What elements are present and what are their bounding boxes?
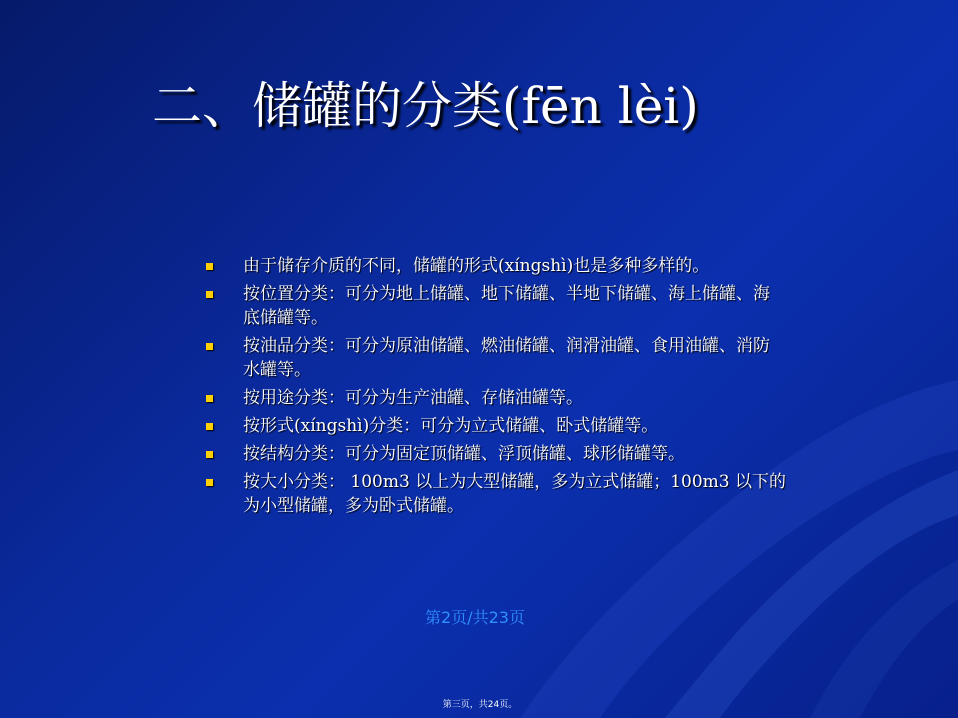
list-item-text: 按结构分类：可分为固定顶储罐、浮顶储罐、球形储罐等。 [243,444,685,464]
square-bullet-icon [206,291,213,298]
list-item [206,254,786,278]
list-item-text: 由于储存介质的不同，储罐的形式(xíngshì)也是多种多样的。 [243,256,710,276]
square-bullet-icon [206,343,213,350]
square-bullet-icon [206,423,213,430]
list-item [206,282,786,330]
bullet-list [206,254,786,522]
square-bullet-icon [206,395,213,402]
square-bullet-icon [206,451,213,458]
slide-title: 二、储罐的分类(fēn lèi) [152,77,699,135]
list-item-text: 按用途分类：可分为生产油罐、存储油罐等。 [243,388,583,408]
page-indicator: 第2页/共23页 [425,608,525,627]
list-item-text: 按形式(xíngshì)分类：可分为立式储罐、卧式储罐等。 [243,416,659,436]
square-bullet-icon [206,263,213,270]
list-item [206,386,786,410]
list-item-text: 按油品分类：可分为原油储罐、燃油储罐、润滑油罐、食用油罐、消防水罐等。 [243,336,770,380]
list-item [206,442,786,466]
list-item [206,470,786,518]
list-item-text: 按位置分类：可分为地上储罐、地下储罐、半地下储罐、海上储罐、海底储罐等。 [243,284,770,328]
square-bullet-icon [206,479,213,486]
list-item [206,414,786,438]
footer-page-note: 第三页，共24页。 [442,700,518,710]
list-item [206,334,786,382]
list-item-text: 按大小分类： 100m3 以上为大型储罐，多为立式储罐；100m3 以下的为小型储罐，多为卧式储罐。 [243,472,786,516]
